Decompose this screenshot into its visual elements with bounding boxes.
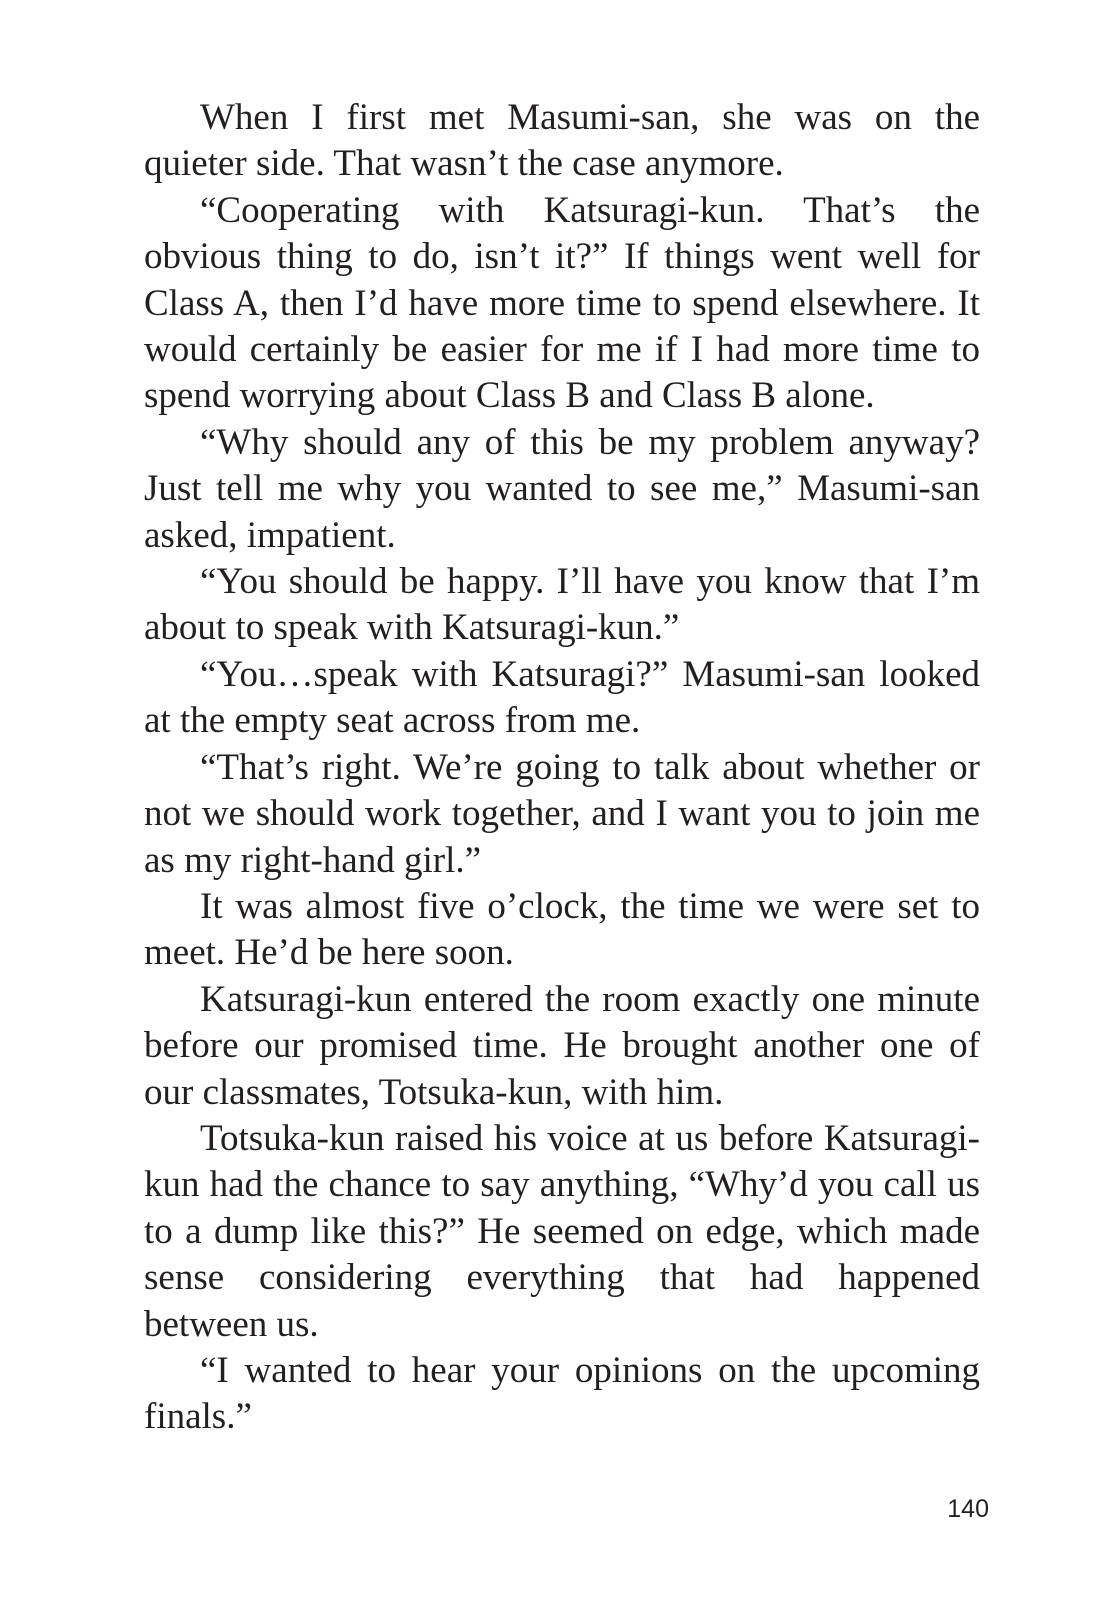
paragraph: “I wanted to hear your opinions on the upcoming finals.” [144,1349,980,1438]
paragraph: “Cooperating with Katsuragi-kun. That’s the obvious thing to do, isn’t it?” If things went well for Class A, then I’d have more time to spend elsewhere. It would certainly be easier for me if I had more time to spend worrying about Class B and Class B alone. [144,189,980,417]
paragraph: “Why should any of this be my problem anyway? Just tell me why you wanted to see me,” Masumi-san asked, impatient. [144,421,980,556]
paragraph: “That’s right. We’re going to talk about whether or not we should work together, and I want you to join me as my right-hand girl.” [144,746,980,881]
paragraph: “You should be happy. I’ll have you know that I’m about to speak with Katsuragi-kun.” [144,561,980,649]
paragraph: It was almost five o’clock, the time we were set to meet. He’d be here soon. [144,885,980,974]
paragraph: Totsuka-kun raised his voice at us before Katsuragi-kun had the chance to say anything, “Why’d you call us to a dump like this?” He seemed on edge, which made sense considering everything that had happened between us. [144,1117,980,1345]
page-number: 140 [947,1495,989,1523]
paragraph: Katsuragi-kun entered the room exactly one minute before our promised time. He brought another one of our classmates, Totsuka-kun, with him. [144,978,980,1113]
paragraph: “You…speak with Katsuragi?” Masumi-san looked at the empty seat across from me. [144,653,980,742]
body-text [144,95,980,1441]
paragraph: When I first met Masumi-san, she was on the quieter side. That wasn’t the case anymore. [144,97,980,185]
